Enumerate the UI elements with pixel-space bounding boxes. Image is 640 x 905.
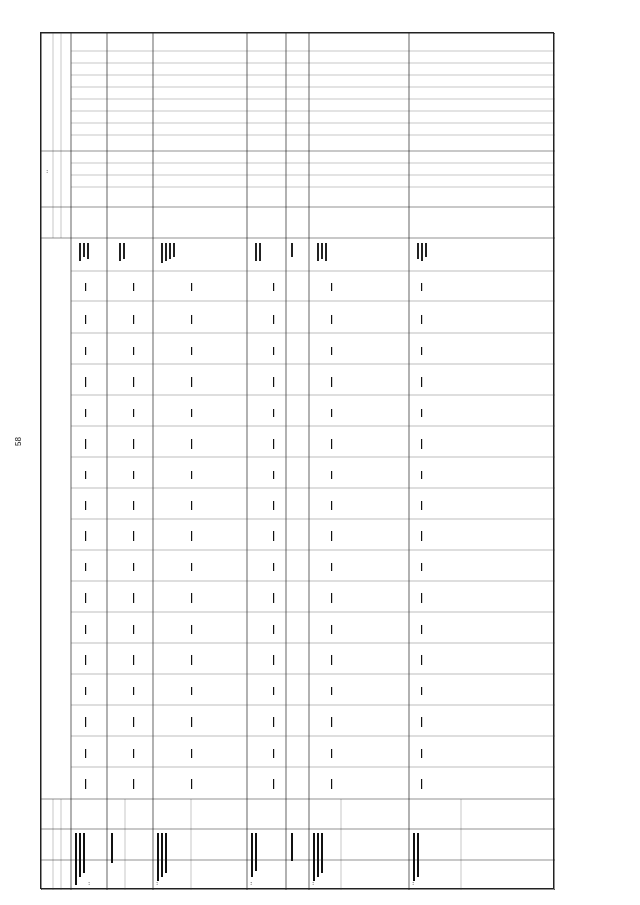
row-label-5: 1.6 xyxy=(413,881,415,885)
page-number: 58 xyxy=(14,437,23,446)
table-grid xyxy=(41,33,555,890)
row-label-3: 1.4 xyxy=(251,881,253,885)
row-label-2: 1.3 xyxy=(157,881,159,885)
header-label-left: 1.1 xyxy=(47,169,49,173)
rotated-table-sheet xyxy=(40,32,554,889)
row-label-4: 1.5 xyxy=(313,881,315,885)
row-label-1: 1.2 xyxy=(89,881,91,885)
